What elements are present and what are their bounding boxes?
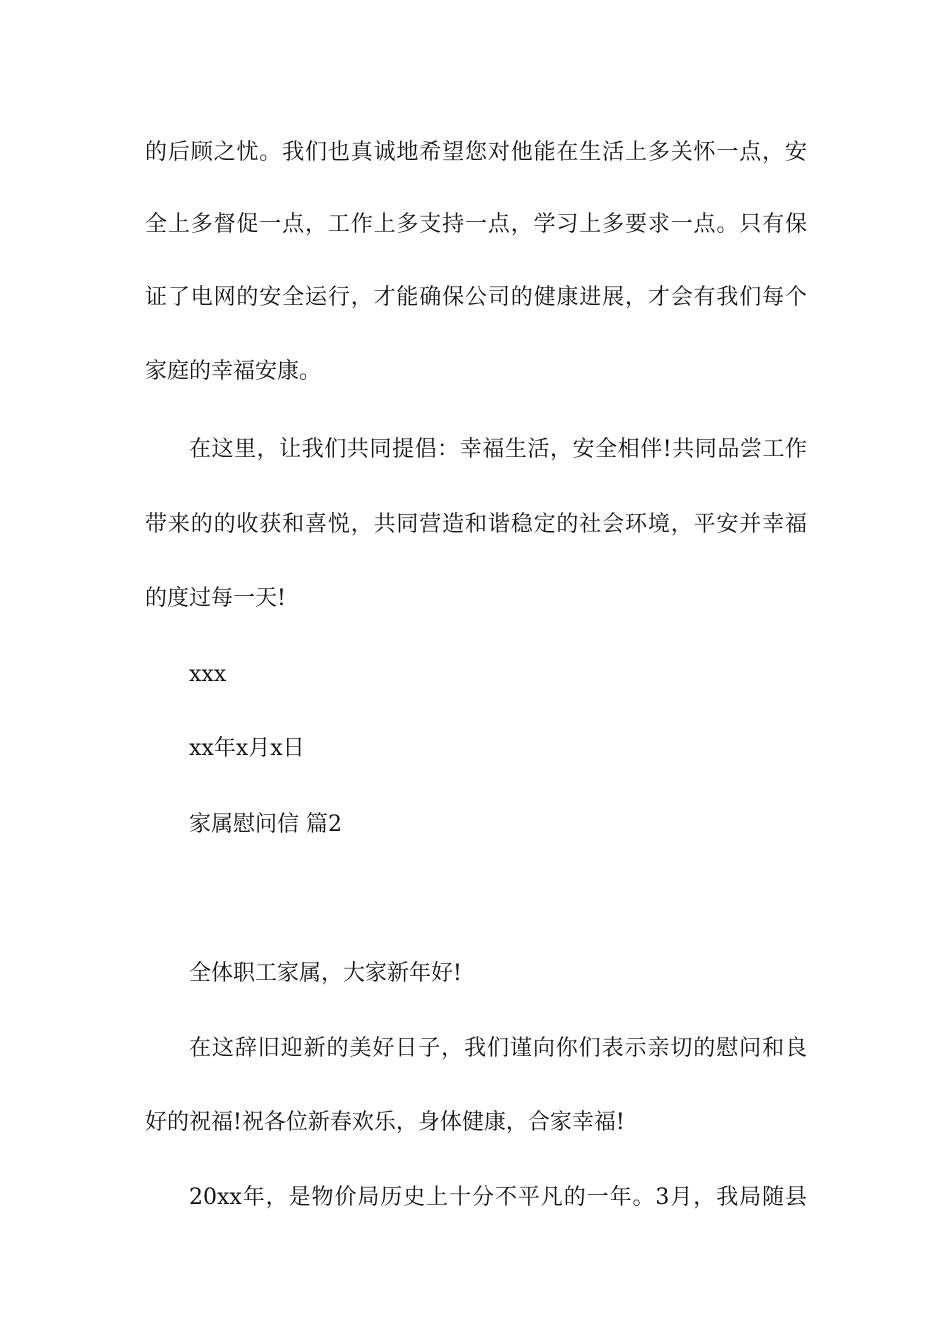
signature-date: xx年x月x日: [189, 736, 305, 761]
paragraph-line: 家庭的幸福安康。: [145, 359, 322, 384]
paragraph-line: 在这辞旧迎新的美好日子，我们谨向你们表示亲切的慰问和良: [189, 1036, 807, 1061]
paragraph-line: 20xx年，是物价局历史上十分不平凡的一年。3月，我局随县: [189, 1185, 807, 1210]
paragraph-line: 好的祝福!祝各位新春欢乐，身体健康，合家幸福!: [145, 1110, 625, 1135]
paragraph-line: 证了电网的安全运行，才能确保公司的健康进展，才会有我们每个: [145, 285, 807, 310]
signature-name: xxx: [189, 662, 227, 687]
section-title: 家属慰问信 篇2: [189, 812, 342, 837]
paragraph-line: 的度过每一天!: [145, 586, 286, 611]
paragraph-line: 的后顾之忧。我们也真诚地希望您对他能在生活上多关怀一点，安: [145, 140, 807, 165]
paragraph-line: 在这里，让我们共同提倡：幸福生活，安全相伴!共同品尝工作: [189, 437, 807, 462]
greeting: 全体职工家属，大家新年好!: [189, 961, 462, 986]
paragraph-line: 带来的的收获和喜悦，共同营造和谐稳定的社会环境，平安并幸福: [145, 512, 807, 537]
paragraph-line: 全上多督促一点，工作上多支持一点，学习上多要求一点。只有保: [145, 212, 807, 237]
